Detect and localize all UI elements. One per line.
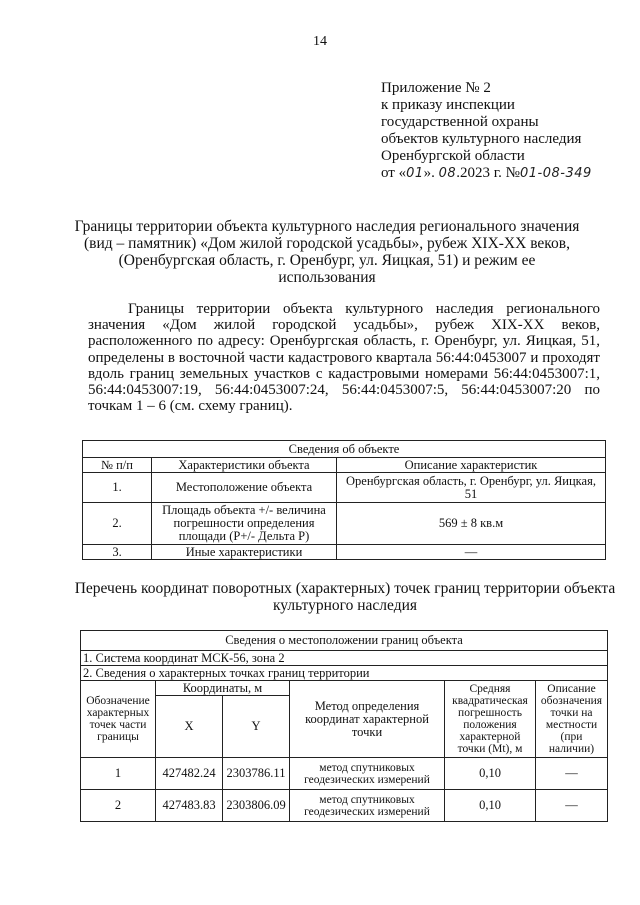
table-row bbox=[83, 503, 606, 545]
object-table-title: Сведения об объекте bbox=[83, 441, 606, 458]
date-year: .2023 г. № bbox=[456, 165, 520, 181]
header-coords: Координаты, м bbox=[156, 681, 290, 696]
header-description: Описание характеристик bbox=[337, 458, 606, 473]
appendix-line: Приложение № 2 bbox=[381, 80, 491, 96]
coords-table bbox=[80, 630, 608, 822]
coord-x: 427482.24 bbox=[156, 758, 223, 790]
body-paragraph: Границы территории объекта культурного наследия регионального значения «Дом жилой городской усадьбы», рубеж XIX-XX веков, расположенного по адресу: Оренбургская область, г. Оренбург, ул. Яицкая, 51, определены в восточной части кадастрового квартала 56:44:0453007 и проходят вдоль границ земельных участков с кадастровыми номерами 56:44:0453007:1, 56:44:0453007:19, 56:44:0453007:24, 56:44:0453007:5, 56:44:0453007:20 по точкам 1 – 6 (см. схему границ). bbox=[88, 301, 600, 415]
header-point: Обозначение характерных точек части границы bbox=[81, 681, 156, 758]
section-row: 2. Сведения о характерных точках границ территории bbox=[81, 666, 608, 681]
appendix-line: объектов культурного наследия bbox=[381, 131, 582, 147]
table-row bbox=[81, 758, 608, 790]
coord-system-row: 1. Система координат МСК-56, зона 2 bbox=[81, 651, 608, 666]
header-method: Метод определения координат характерной точки bbox=[290, 681, 445, 758]
date-prefix: от « bbox=[381, 165, 407, 181]
method-cell: метод спутниковых геодезических измерений bbox=[290, 758, 445, 790]
row-characteristic: Местоположение объекта bbox=[152, 473, 337, 503]
accuracy-cell: 0,10 bbox=[445, 758, 536, 790]
appendix-block bbox=[381, 80, 621, 182]
header-accuracy: Средняя квадратическая погрешность положения характерной точки (Mt), м bbox=[445, 681, 536, 758]
document-heading: Границы территории объекта культурного наследия регионального значения (вид – памятник) «Дом жилой городской усадьбы», рубеж XIX-XX веков, (Оренбургская область, г. Оренбург, ул. Яицкая, 51) и режим ее использования bbox=[74, 218, 580, 286]
header-marker: Описание обозначения точки на местности (при наличии) bbox=[536, 681, 608, 758]
row-description: — bbox=[337, 545, 606, 560]
row-num: 1. bbox=[83, 473, 152, 503]
appendix-line: государственной охраны bbox=[381, 114, 539, 130]
row-description: 569 ± 8 кв.м bbox=[337, 503, 606, 545]
point-id: 1 bbox=[81, 758, 156, 790]
row-characteristic: Иные характеристики bbox=[152, 545, 337, 560]
header-characteristic: Характеристики объекта bbox=[152, 458, 337, 473]
header-x: X bbox=[156, 696, 223, 758]
coord-y: 2303786.11 bbox=[223, 758, 290, 790]
appendix-line: к приказу инспекции bbox=[381, 97, 515, 113]
row-characteristic: Площадь объекта +/- величина погрешности определения площади (P+/- Дельта P) bbox=[152, 503, 337, 545]
coords-table-title: Сведения о местоположении границ объекта bbox=[81, 631, 608, 651]
table-row bbox=[83, 473, 606, 503]
method-cell: метод спутниковых геодезических измерений bbox=[290, 790, 445, 822]
appendix-line: Оренбургской области bbox=[381, 148, 525, 164]
table-row bbox=[83, 545, 606, 560]
row-num: 2. bbox=[83, 503, 152, 545]
coord-x: 427483.83 bbox=[156, 790, 223, 822]
header-num: № п/п bbox=[83, 458, 152, 473]
marker-cell: — bbox=[536, 790, 608, 822]
date-day: 01 bbox=[406, 166, 424, 181]
order-number: 01-08-349 bbox=[519, 166, 592, 181]
appendix-date-line bbox=[381, 165, 621, 182]
row-description: Оренбургская область, г. Оренбург, ул. Яицкая, 51 bbox=[337, 473, 606, 503]
marker-cell: — bbox=[536, 758, 608, 790]
coords-section-title: Перечень координат поворотных (характерных) точек границ территории объекта культурного наследия bbox=[74, 580, 616, 614]
accuracy-cell: 0,10 bbox=[445, 790, 536, 822]
table-row bbox=[81, 790, 608, 822]
object-info-table bbox=[82, 440, 606, 560]
date-month: 08 bbox=[438, 166, 457, 181]
point-id: 2 bbox=[81, 790, 156, 822]
row-num: 3. bbox=[83, 545, 152, 560]
date-mid: ». bbox=[423, 165, 439, 181]
header-y: Y bbox=[223, 696, 290, 758]
coord-y: 2303806.09 bbox=[223, 790, 290, 822]
page-number: 14 bbox=[313, 34, 327, 49]
